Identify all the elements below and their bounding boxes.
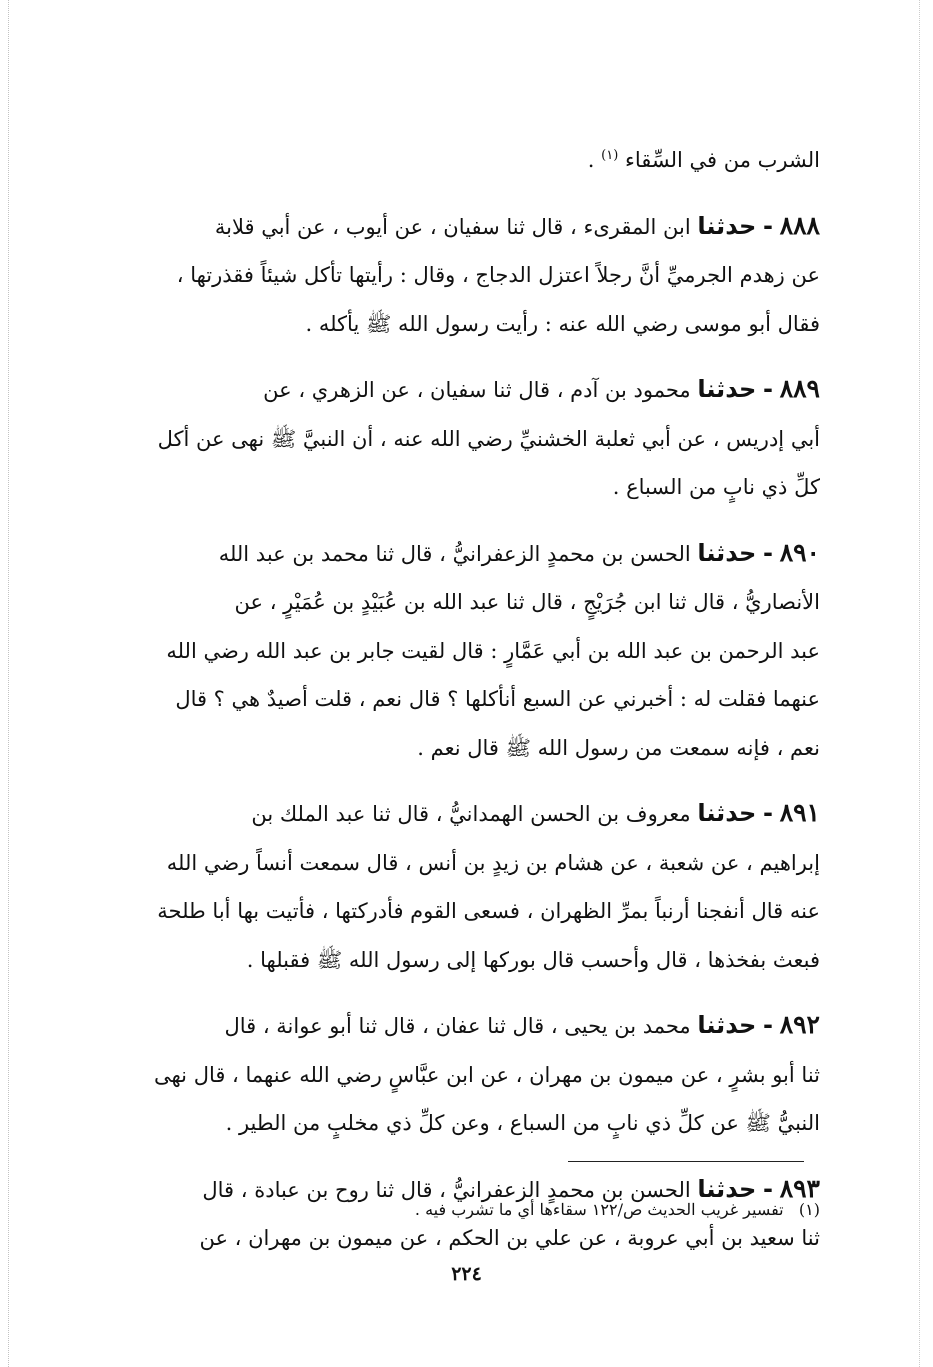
entry-line: عبد الرحمن بن عبد الله بن أبي عَمَّارٍ : قال لقيت جابر بن عبد الله رضي الله <box>166 638 820 663</box>
entry-text: الحسن بن محمدٍ الزعفرانيُّ ، قال ثنا روح بن عبادة ، قال <box>202 1177 691 1202</box>
entry-line <box>112 529 820 579</box>
entry-line: إبراهيم ، عن شعبة ، عن هشام بن زيدٍ بن أنس ، قال سمعت أنساً رضي الله <box>166 850 820 875</box>
hadith-entry <box>112 1001 820 1148</box>
entry-line: عن زهدم الجرميِّ أنَّ رجلاً اعتزل الدجاج ، وقال : رأيتها تأكل شيئاً فقذرتها ، <box>176 263 820 287</box>
footnote-text: تفسير غريب الحديث ص/١٢٢ سقاءها أي ما تشرب فيه . <box>414 1200 784 1219</box>
hadith-separator: - <box>763 1174 774 1203</box>
entry-line: أبي إدريس ، عن أبي ثعلبة الخشنيِّ رضي الله عنه ، أن النبيَّ ﷺ نهى عن أكل <box>157 426 820 451</box>
hadith-separator: - <box>763 211 774 240</box>
hadith-separator: - <box>763 538 774 567</box>
hadith-number: ٨٩٣ <box>779 1173 820 1203</box>
footnote <box>250 1198 820 1222</box>
entry-text: محمد بن يحيى ، قال ثنا عفان ، قال ثنا أبو عوانة ، قال <box>224 1014 691 1038</box>
entry-line: نعم ، فإنه سمعت من رسول الله ﷺ قال نعم . <box>417 735 820 760</box>
entry-line: الأنصاريُّ ، قال ثنا ابن جُرَيْجٍ ، قال ثنا عبد الله بن عُبَيْدٍ بن عُمَيْرٍ ، عن <box>234 590 820 614</box>
hadith-label: حدثنا <box>697 538 757 567</box>
entry-line: عنهما فقلت له : أخبرني عن السبع أنأكلها ؟ قال نعم ، قلت أصيدٌ هي ؟ قال <box>175 687 820 711</box>
hadith-separator: - <box>763 799 774 827</box>
hadith-number: ٨٨٨ <box>779 210 820 240</box>
hadith-label: حدثنا <box>697 1011 757 1039</box>
hadith-number: ٨٩١ <box>779 798 820 827</box>
hadith-number: ٨٨٩ <box>779 374 820 403</box>
entry-text: معروف بن الحسن الهمدانيُّ ، قال ثنا عبد الملك بن <box>251 802 691 826</box>
footnote-reference: (١) <box>601 148 619 163</box>
entry-line: عنه قال أنفجنا أرنباً بمرِّ الظهران ، فسعى القوم فأدركتها ، فأتيت بها أبا طلحة <box>157 899 820 923</box>
lead-line <box>112 132 820 185</box>
entry-line: فبعث بفخذها ، قال وأحسب قال بوركها إلى رسول الله ﷺ فقبلها . <box>246 947 820 972</box>
footnote-divider <box>568 1161 804 1162</box>
hadith-label: حدثنا <box>697 1174 757 1203</box>
lead-text: الشرب من في السِّقاء <box>625 148 820 172</box>
entry-text: محمود بن آدم ، قال ثنا سفيان ، عن الزهري ، عن <box>263 378 691 402</box>
page-number: ٢٢٤ <box>451 1263 482 1285</box>
entry-line <box>112 1001 820 1051</box>
entry-line: ثنا سعيد بن أبي عروبة ، عن علي بن الحكم ، عن ميمون بن مهران ، عن <box>199 1226 820 1250</box>
entry-line <box>112 202 820 252</box>
hadith-number: ٨٩٠ <box>779 537 820 567</box>
entry-line: فقال أبو موسى رضي الله عنه : رأيت رسول الله ﷺ يأكله . <box>305 311 820 336</box>
scan-edge-left <box>8 0 10 1367</box>
hadith-entry <box>112 529 820 773</box>
scan-edge-right <box>919 0 921 1367</box>
hadith-number: ٨٩٢ <box>779 1010 820 1039</box>
lead-end: . <box>587 148 595 172</box>
hadith-separator: - <box>763 375 774 403</box>
entry-line <box>112 365 820 415</box>
hadith-entry <box>112 365 820 512</box>
entry-text: ابن المقرىء ، قال ثنا سفيان ، عن أيوب ، عن أبي قلابة <box>214 214 691 239</box>
hadith-label: حدثنا <box>697 211 757 240</box>
hadith-separator: - <box>763 1011 774 1039</box>
entry-line: كلِّ ذي نابٍ من السباع . <box>612 475 820 499</box>
entry-line: ثنا أبو بشرٍ ، عن ميمون بن مهران ، عن ابن عبَّاسٍ رضي الله عنهما ، قال نهى <box>153 1062 820 1087</box>
hadith-label: حدثنا <box>697 375 757 403</box>
entry-line <box>112 789 820 839</box>
hadith-entry <box>112 789 820 984</box>
hadith-label: حدثنا <box>697 799 757 827</box>
page-body <box>112 132 820 1263</box>
hadith-entry <box>112 202 820 349</box>
footnote-number: (١) <box>798 1200 820 1219</box>
entry-text: الحسن بن محمدٍ الزعفرانيُّ ، قال ثنا محمد بن عبد الله <box>218 541 691 566</box>
entry-line: النبيُّ ﷺ عن كلِّ ذي نابٍ من السباع ، وعن كلِّ ذي مخلبٍ من الطير . <box>225 1111 820 1135</box>
